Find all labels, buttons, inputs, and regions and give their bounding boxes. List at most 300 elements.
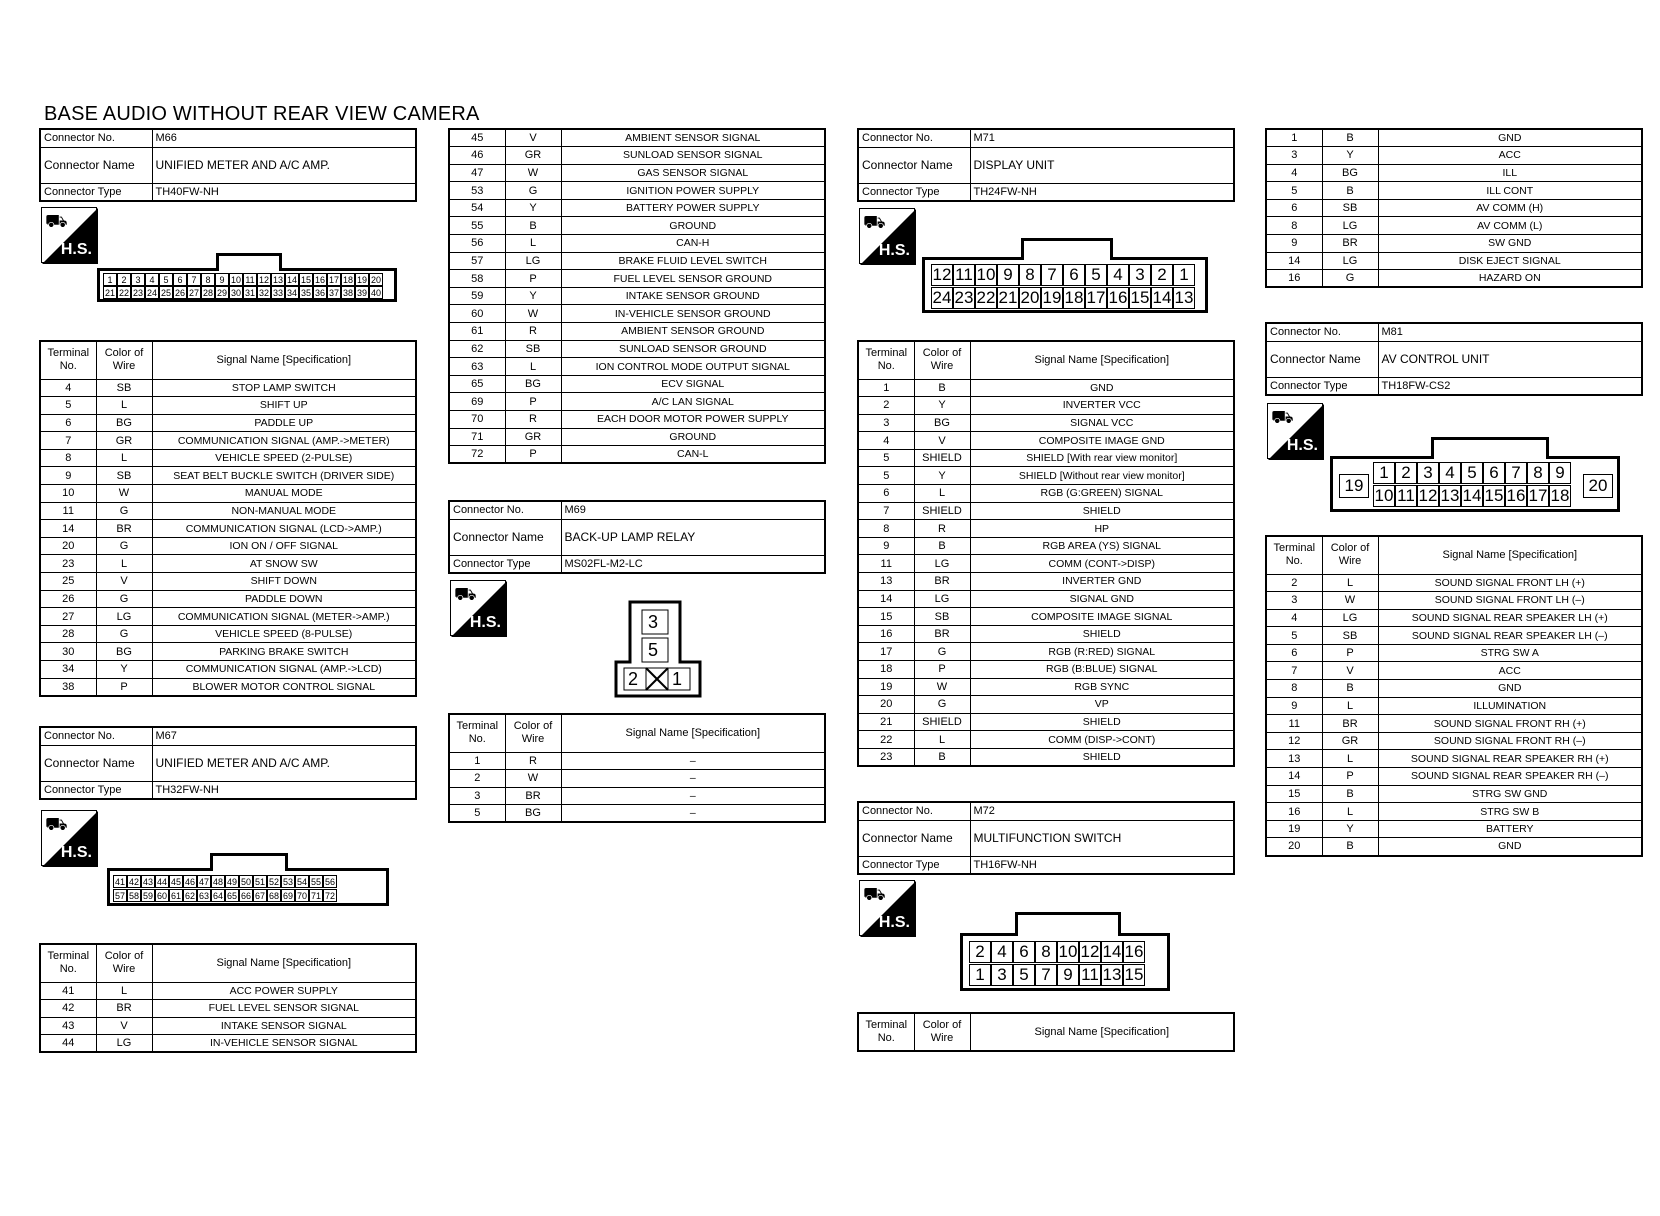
m67-pin: 44 (156, 876, 167, 887)
table-row (1266, 715, 1642, 733)
m81-pin: 13 (1440, 486, 1460, 505)
wire-color: V (96, 573, 152, 591)
signal-name: GAS SENSOR SIGNAL (561, 164, 825, 182)
m81-connector-name: AV CONTROL UNIT (1378, 341, 1642, 377)
wire-color: B (1322, 680, 1378, 698)
table-row (449, 147, 825, 165)
wire-color: BG (914, 414, 970, 432)
table-row (858, 573, 1234, 591)
table-row (1266, 270, 1642, 288)
m71-pin: 7 (1041, 264, 1063, 286)
signal-name: SOUND SIGNAL FRONT LH (+) (1378, 574, 1642, 592)
terminal-no: 44 (40, 1035, 96, 1053)
m81-pin: 10 (1374, 486, 1394, 505)
signal-name: SHIELD (970, 713, 1234, 731)
signal-name: AV COMM (H) (1378, 199, 1642, 217)
terminal-no: 14 (40, 520, 96, 538)
m66-pin: 38 (342, 287, 353, 298)
signal-name: ACC (1378, 662, 1642, 680)
wire-color: LG (1322, 217, 1378, 235)
terminal-no: 2 (858, 397, 914, 415)
m81-terminal-table (1265, 535, 1643, 857)
m72-connector-type: TH16FW-NH (970, 856, 1234, 874)
signal-name: AV COMM (L) (1378, 217, 1642, 235)
wire-color: GR (505, 428, 561, 446)
m67-pin: 70 (296, 890, 307, 901)
m67-pin: 49 (226, 876, 237, 887)
table-row (449, 323, 825, 341)
m72-pin: 5 (1013, 964, 1035, 986)
terminal-no: 7 (1266, 662, 1322, 680)
m81-pin: 15 (1484, 486, 1504, 505)
m67-pin: 52 (268, 876, 279, 887)
m71-pin: 21 (998, 288, 1018, 307)
signal-name: GND (1378, 129, 1642, 147)
wire-color: P (1322, 644, 1378, 662)
signal-name: SHIELD [With rear view monitor] (970, 449, 1234, 467)
m66-pin: 37 (328, 287, 339, 298)
connector-type-label: Connector Type (858, 856, 970, 874)
terminal-no: 72 (449, 446, 505, 464)
m66-pin: 29 (216, 287, 227, 298)
color-of-wire-header: Color of Wire (914, 341, 970, 379)
table-row (449, 428, 825, 446)
terminal-no: 21 (858, 713, 914, 731)
m67-pin: 43 (142, 876, 153, 887)
m71-pin: 3 (1129, 264, 1151, 286)
m69-pin: 5 (648, 640, 659, 660)
m69-connector-info (448, 500, 826, 574)
signal-name: AMBIENT SENSOR SIGNAL (561, 129, 825, 147)
hs-icon: ⛟ H.S. (450, 580, 506, 636)
terminal-no: 19 (858, 678, 914, 696)
wire-color: V (505, 129, 561, 147)
terminal-no: 1 (858, 379, 914, 397)
wire-color: BR (96, 1000, 152, 1018)
signal-name: INVERTER GND (970, 573, 1234, 591)
m67-pin: 55 (310, 876, 321, 887)
wire-color: GR (505, 147, 561, 165)
signal-name: CAN-L (561, 446, 825, 464)
terminal-no: 5 (1266, 627, 1322, 645)
m71-pin: 22 (976, 288, 996, 307)
signal-name: GND (970, 379, 1234, 397)
wire-color: L (1322, 697, 1378, 715)
terminal-no: 56 (449, 235, 505, 253)
color-of-wire-header: Color of Wire (1322, 536, 1378, 574)
signal-name: SHIELD (970, 625, 1234, 643)
terminal-no: 5 (449, 805, 505, 823)
m72-pin: 10 (1058, 942, 1078, 961)
connector-type-label: Connector Type (40, 781, 152, 799)
m66-pin: 26 (174, 287, 185, 298)
signal-name: CAN-H (561, 235, 825, 253)
table-row (449, 129, 825, 147)
m67-connector-type: TH32FW-NH (152, 781, 416, 799)
m67-pin: 54 (296, 876, 307, 887)
terminal-no: 28 (40, 625, 96, 643)
table-row (858, 520, 1234, 538)
table-row (858, 379, 1234, 397)
wire-color: B (914, 537, 970, 555)
table-row (449, 287, 825, 305)
signal-name: INTAKE SENSOR GROUND (561, 287, 825, 305)
m67-continued-table (448, 128, 826, 464)
signal-name: GROUND (561, 217, 825, 235)
table-row (40, 537, 416, 555)
terminal-no-header: Terminal No. (858, 341, 914, 379)
wire-color: P (914, 661, 970, 679)
table-row (449, 770, 825, 788)
table-row (858, 555, 1234, 573)
m67-pin: 41 (114, 876, 125, 887)
terminal-no: 5 (40, 397, 96, 415)
wire-color: Y (914, 467, 970, 485)
m67-pin: 47 (198, 876, 209, 887)
m69-connector-name: BACK-UP LAMP RELAY (561, 519, 825, 555)
table-row (1266, 609, 1642, 627)
wire-color: L (1322, 574, 1378, 592)
signal-name: SUNLOAD SENSOR SIGNAL (561, 147, 825, 165)
signal-name: ECV SIGNAL (561, 375, 825, 393)
signal-name: RGB (B:BLUE) SIGNAL (970, 661, 1234, 679)
table-row (1266, 574, 1642, 592)
m66-pin: 20 (370, 274, 381, 285)
m72-pin: 15 (1124, 965, 1144, 984)
m66-pin: 18 (342, 274, 353, 285)
wire-color: W (1322, 592, 1378, 610)
terminal-no: 65 (449, 375, 505, 393)
m67-connector-no: M67 (152, 727, 416, 745)
terminal-no: 14 (858, 590, 914, 608)
connector-no-label: Connector No. (40, 129, 152, 147)
signal-name-header: Signal Name [Specification] (152, 341, 416, 379)
m71-connector-info (857, 128, 1235, 202)
wire-color: LG (914, 590, 970, 608)
table-row (1266, 129, 1642, 147)
m71-pin: 19 (1042, 288, 1062, 307)
m66-pin: 13 (272, 274, 283, 285)
terminal-no: 4 (1266, 609, 1322, 627)
signal-name: HAZARD ON (1378, 270, 1642, 288)
signal-name-header: Signal Name [Specification] (152, 944, 416, 982)
m66-pin: 30 (230, 287, 241, 298)
m67-pin: 56 (324, 876, 335, 887)
terminal-no: 60 (449, 305, 505, 323)
table-row (40, 485, 416, 503)
terminal-no: 5 (1266, 182, 1322, 200)
table-row (1266, 803, 1642, 821)
m81-pin: 9 (1549, 462, 1571, 484)
wire-color: B (914, 379, 970, 397)
m81-pin: 2 (1395, 462, 1417, 484)
signal-name: SHIELD [Without rear view monitor] (970, 467, 1234, 485)
m81-pin: 20 (1583, 474, 1613, 498)
signal-name-header: Signal Name [Specification] (1378, 536, 1642, 574)
table-row (1266, 217, 1642, 235)
wire-color: LG (1322, 609, 1378, 627)
signal-name: ACC (1378, 147, 1642, 165)
table-row (858, 661, 1234, 679)
terminal-no: 30 (40, 643, 96, 661)
connector-name-label: Connector Name (858, 147, 970, 183)
m81-connector-no: M81 (1378, 323, 1642, 341)
table-row (858, 590, 1234, 608)
signal-name: FUEL LEVEL SENSOR GROUND (561, 270, 825, 288)
wire-color: Y (1322, 147, 1378, 165)
table-row (858, 643, 1234, 661)
m81-pin: 3 (1417, 462, 1439, 484)
terminal-no: 14 (1266, 252, 1322, 270)
terminal-no: 27 (40, 608, 96, 626)
terminal-no: 23 (858, 748, 914, 766)
terminal-no: 8 (1266, 680, 1322, 698)
signal-name: SEAT BELT BUCKLE SWITCH (DRIVER SIDE) (152, 467, 416, 485)
m72-pin: 16 (1124, 942, 1144, 961)
m72-pin: 13 (1102, 965, 1122, 984)
terminal-no: 1 (1266, 129, 1322, 147)
wire-color: BR (1322, 715, 1378, 733)
table-row (1266, 768, 1642, 786)
terminal-no: 3 (1266, 592, 1322, 610)
signal-name: COMMUNICATION SIGNAL (AMP.->LCD) (152, 661, 416, 679)
hs-icon: ⛟ H.S. (859, 208, 915, 264)
signal-name: SOUND SIGNAL REAR SPEAKER LH (–) (1378, 627, 1642, 645)
terminal-no: 41 (40, 982, 96, 1000)
m72-pin: 14 (1102, 942, 1122, 961)
terminal-no: 5 (858, 449, 914, 467)
terminal-no: 3 (858, 414, 914, 432)
wire-color: BG (1322, 164, 1378, 182)
connector-type-label: Connector Type (40, 183, 152, 201)
wire-color: Y (505, 199, 561, 217)
m71-pin: 5 (1085, 264, 1107, 286)
table-row (40, 379, 416, 397)
m67-pin: 67 (254, 890, 265, 901)
table-row (40, 590, 416, 608)
m71-pin: 6 (1063, 264, 1085, 286)
terminal-no: 47 (449, 164, 505, 182)
signal-name: RGB (R:RED) SIGNAL (970, 643, 1234, 661)
m81-pin: 19 (1339, 474, 1369, 498)
terminal-no: 8 (858, 520, 914, 538)
m67-pin: 58 (128, 890, 139, 901)
terminal-no: 11 (1266, 715, 1322, 733)
terminal-no: 46 (449, 147, 505, 165)
m72-pin: 8 (1035, 941, 1057, 963)
m67-pin: 69 (282, 890, 293, 901)
terminal-no: 9 (1266, 235, 1322, 253)
table-row (1266, 627, 1642, 645)
table-row (1266, 182, 1642, 200)
signal-name: ACC POWER SUPPLY (152, 982, 416, 1000)
signal-name-header: Signal Name [Specification] (561, 714, 825, 752)
signal-name: – (561, 805, 825, 823)
m67-pin: 45 (170, 876, 181, 887)
table-row (1266, 750, 1642, 768)
table-row (1266, 592, 1642, 610)
terminal-no: 58 (449, 270, 505, 288)
terminal-no: 16 (858, 625, 914, 643)
table-row (449, 446, 825, 464)
color-of-wire-header: Color of Wire (505, 714, 561, 752)
signal-name: SHIFT UP (152, 397, 416, 415)
signal-name: – (561, 787, 825, 805)
wire-color: B (914, 748, 970, 766)
wire-color: G (96, 537, 152, 555)
m67-pin: 57 (114, 890, 125, 901)
terminal-no: 13 (858, 573, 914, 591)
m66-pin: 28 (202, 287, 213, 298)
m71-pin: 2 (1151, 264, 1173, 286)
m66-pin: 39 (356, 287, 367, 298)
m69-pin: 1 (672, 669, 683, 689)
m71-pin: 23 (954, 288, 974, 307)
table-row (449, 182, 825, 200)
m72-pin: 4 (991, 941, 1013, 963)
wire-color: LG (1322, 252, 1378, 270)
table-row (40, 643, 416, 661)
terminal-no: 34 (40, 661, 96, 679)
table-row (858, 625, 1234, 643)
signal-name: STOP LAMP SWITCH (152, 379, 416, 397)
terminal-no: 15 (858, 608, 914, 626)
m72-connector-info (857, 801, 1235, 875)
terminal-no-header: Terminal No. (1266, 536, 1322, 574)
table-row (40, 608, 416, 626)
m67-pin: 63 (198, 890, 209, 901)
table-row (40, 982, 416, 1000)
signal-name: GND (1378, 838, 1642, 856)
terminal-no: 19 (1266, 820, 1322, 838)
table-row (449, 787, 825, 805)
terminal-no: 11 (40, 502, 96, 520)
m66-pin: 15 (300, 274, 311, 285)
m66-connector-diagram (97, 268, 397, 302)
table-row (449, 358, 825, 376)
terminal-no: 61 (449, 323, 505, 341)
terminal-no: 8 (40, 449, 96, 467)
signal-name: SOUND SIGNAL REAR SPEAKER RH (+) (1378, 750, 1642, 768)
signal-name: COMMUNICATION SIGNAL (LCD->AMP.) (152, 520, 416, 538)
wire-color: BR (96, 520, 152, 538)
terminal-no: 63 (449, 358, 505, 376)
table-row (858, 748, 1234, 766)
signal-name: FUEL LEVEL SENSOR SIGNAL (152, 1000, 416, 1018)
terminal-no: 6 (40, 414, 96, 432)
terminal-no: 18 (858, 661, 914, 679)
signal-name: COMPOSITE IMAGE SIGNAL (970, 608, 1234, 626)
table-row (1266, 680, 1642, 698)
terminal-no: 8 (1266, 217, 1322, 235)
wire-color: SB (96, 379, 152, 397)
connector-type-label: Connector Type (449, 555, 561, 573)
table-row (40, 414, 416, 432)
m81-pin: 11 (1395, 485, 1417, 507)
m66-pin: 11 (243, 273, 257, 286)
wire-color: G (96, 502, 152, 520)
table-row (40, 397, 416, 415)
m67-connector-name: UNIFIED METER AND A/C AMP. (152, 745, 416, 781)
terminal-no: 11 (858, 555, 914, 573)
wire-color: LG (505, 252, 561, 270)
signal-name: STRG SW B (1378, 803, 1642, 821)
terminal-no-header: Terminal No. (40, 341, 96, 379)
wire-color: Y (1322, 820, 1378, 838)
signal-name: BRAKE FLUID LEVEL SWITCH (561, 252, 825, 270)
signal-name: COMMUNICATION SIGNAL (METER->AMP.) (152, 608, 416, 626)
connector-name-label: Connector Name (858, 820, 970, 856)
signal-name: ILLUMINATION (1378, 697, 1642, 715)
connector-name-label: Connector Name (449, 519, 561, 555)
signal-name: RGB (G:GREEN) SIGNAL (970, 485, 1234, 503)
signal-name: COMMUNICATION SIGNAL (AMP.->METER) (152, 432, 416, 450)
signal-name: MANUAL MODE (152, 485, 416, 503)
wire-color: R (505, 752, 561, 770)
signal-name: A/C LAN SIGNAL (561, 393, 825, 411)
wire-color: SB (96, 467, 152, 485)
wire-color: Y (914, 397, 970, 415)
m69-connector-type: MS02FL-M2-LC (561, 555, 825, 573)
table-row (858, 537, 1234, 555)
table-row (449, 393, 825, 411)
m66-pin: 6 (173, 273, 187, 286)
m71-pin: 24 (932, 288, 952, 307)
wire-color: R (914, 520, 970, 538)
table-row (1266, 147, 1642, 165)
table-row (449, 164, 825, 182)
signal-name: ION CONTROL MODE OUTPUT SIGNAL (561, 358, 825, 376)
m71-connector-no: M71 (970, 129, 1234, 147)
table-row (1266, 199, 1642, 217)
wire-color: G (1322, 270, 1378, 288)
terminal-no: 43 (40, 1017, 96, 1035)
m81-pin: 14 (1462, 486, 1482, 505)
wire-color: LG (96, 1035, 152, 1053)
m66-pin: 23 (132, 287, 143, 298)
m67-pin: 60 (156, 890, 167, 901)
table-row (449, 305, 825, 323)
wire-color: BR (1322, 235, 1378, 253)
m69-terminal-table (448, 713, 826, 823)
signal-name: DISK EJECT SIGNAL (1378, 252, 1642, 270)
signal-name: BATTERY POWER SUPPLY (561, 199, 825, 217)
terminal-no: 14 (1266, 768, 1322, 786)
table-row (449, 805, 825, 823)
wire-color: L (96, 449, 152, 467)
m66-pin: 17 (328, 274, 339, 285)
page-title: BASE AUDIO WITHOUT REAR VIEW CAMERA (44, 103, 480, 125)
wire-color: W (505, 770, 561, 788)
m81-pin: 12 (1418, 486, 1438, 505)
hs-icon: ⛟ H.S. (41, 810, 97, 866)
terminal-no: 2 (449, 770, 505, 788)
terminal-no: 20 (1266, 838, 1322, 856)
table-row (40, 1000, 416, 1018)
table-row (1266, 820, 1642, 838)
wire-color: G (96, 590, 152, 608)
wire-color: BG (505, 375, 561, 393)
m66-pin: 22 (118, 287, 129, 298)
signal-name-header: Signal Name [Specification] (970, 341, 1234, 379)
m81-pin: 16 (1506, 486, 1526, 505)
m81-pin: 5 (1461, 462, 1483, 484)
table-row (449, 375, 825, 393)
terminal-no: 13 (1266, 750, 1322, 768)
connector-no-label: Connector No. (449, 501, 561, 519)
table-row (1266, 235, 1642, 253)
m66-pin: 21 (104, 287, 115, 298)
